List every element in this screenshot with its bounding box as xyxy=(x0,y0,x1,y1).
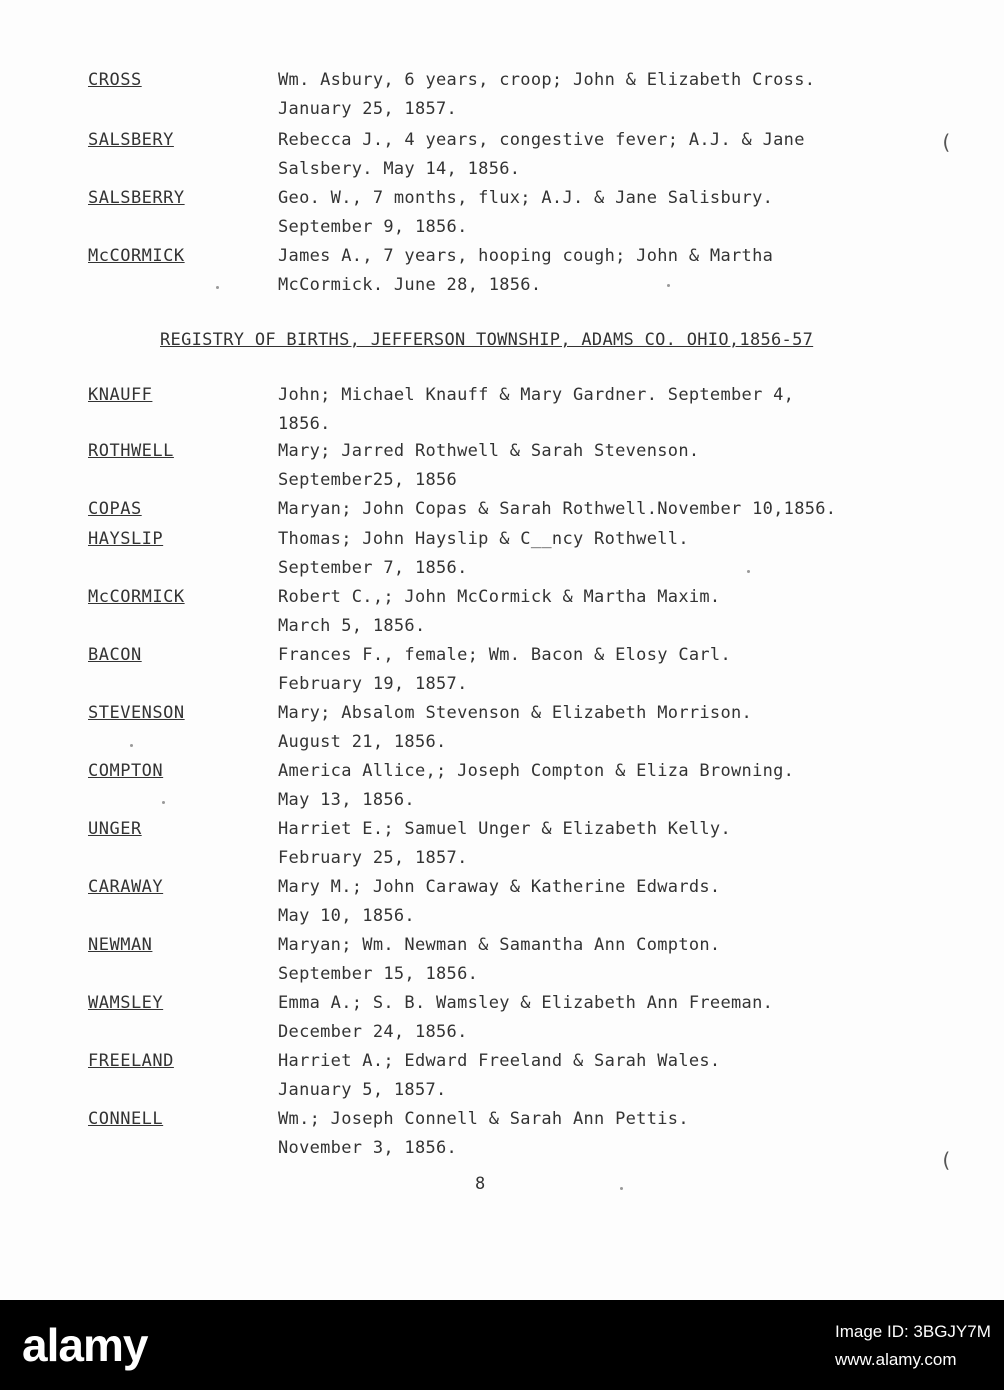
record-date: May 10, 1856. xyxy=(278,906,415,926)
site-url: www.alamy.com xyxy=(835,1350,957,1369)
record-text: Harriet A.; Edward Freeland & Sarah Wales. xyxy=(278,1051,721,1071)
surname: CONNELL xyxy=(88,1109,164,1129)
surname: SALSBERRY xyxy=(88,188,185,208)
watermark-footer xyxy=(0,1300,1004,1390)
record-date: January 25, 1857. xyxy=(278,99,458,119)
surname: KNAUFF xyxy=(88,385,153,405)
ink-speck xyxy=(162,801,165,804)
record-text: Harriet E.; Samuel Unger & Elizabeth Kelly. xyxy=(278,819,731,839)
record-date: September 9, 1856. xyxy=(278,217,468,237)
record-date: September 15, 1856. xyxy=(278,964,479,984)
record-text: Thomas; John Hayslip & C__ncy Rothwell. xyxy=(278,529,689,549)
surname: ROTHWELL xyxy=(88,441,174,461)
surname: NEWMAN xyxy=(88,935,153,955)
record-text: Emma A.; S. B. Wamsley & Elizabeth Ann Freeman. xyxy=(278,993,774,1013)
surname: McCORMICK xyxy=(88,587,185,607)
ink-speck xyxy=(216,286,219,289)
record-text: James A., 7 years, hooping cough; John & Martha xyxy=(278,246,774,266)
surname: HAYSLIP xyxy=(88,529,164,549)
alamy-logo: alamy xyxy=(22,1319,148,1371)
record-date: 1856. xyxy=(278,414,331,434)
record-text: Wm.; Joseph Connell & Sarah Ann Pettis. xyxy=(278,1109,689,1129)
record-text: Maryan; Wm. Newman & Samantha Ann Compton. xyxy=(278,935,721,955)
record-text: Wm. Asbury, 6 years, croop; John & Elizabeth Cross. xyxy=(278,70,816,90)
record-date: February 25, 1857. xyxy=(278,848,468,868)
record-date: Salsbery. May 14, 1856. xyxy=(278,159,521,179)
record-date: August 21, 1856. xyxy=(278,732,447,752)
ink-speck xyxy=(130,744,133,747)
surname: BACON xyxy=(88,645,142,665)
ink-speck xyxy=(747,570,750,573)
surname: COMPTON xyxy=(88,761,164,781)
record-text: Rebecca J., 4 years, congestive fever; A.J. & Jane xyxy=(278,130,805,150)
record-date: May 13, 1856. xyxy=(278,790,415,810)
surname: CROSS xyxy=(88,70,142,90)
margin-bracket-mark: ( xyxy=(940,130,953,154)
record-date: McCormick. June 28, 1856. xyxy=(278,275,542,295)
surname: FREELAND xyxy=(88,1051,174,1071)
record-date: September25, 1856 xyxy=(278,470,458,490)
surname: SALSBERY xyxy=(88,130,174,150)
record-text: Mary; Absalom Stevenson & Elizabeth Morrison. xyxy=(278,703,753,723)
margin-bracket-mark: ( xyxy=(940,1148,953,1172)
record-date: December 24, 1856. xyxy=(278,1022,468,1042)
record-date: November 3, 1856. xyxy=(278,1138,458,1158)
record-text: Frances F., female; Wm. Bacon & Elosy Carl. xyxy=(278,645,731,665)
record-date: January 5, 1857. xyxy=(278,1080,447,1100)
surname: UNGER xyxy=(88,819,142,839)
record-text: Robert C.,; John McCormick & Martha Maxim. xyxy=(278,587,721,607)
surname: COPAS xyxy=(88,499,142,519)
record-date: March 5, 1856. xyxy=(278,616,426,636)
image-id-label: Image ID: 3BGJY7M xyxy=(835,1322,991,1341)
record-text: America Allice,; Joseph Compton & Eliza Browning. xyxy=(278,761,795,781)
ink-speck xyxy=(667,284,670,287)
page-number: 8 xyxy=(475,1174,486,1194)
record-text: Mary; Jarred Rothwell & Sarah Stevenson. xyxy=(278,441,700,461)
surname: STEVENSON xyxy=(88,703,185,723)
record-date: September 7, 1856. xyxy=(278,558,468,578)
ink-speck xyxy=(620,1187,623,1190)
record-date: February 19, 1857. xyxy=(278,674,468,694)
surname: McCORMICK xyxy=(88,246,185,266)
surname: CARAWAY xyxy=(88,877,164,897)
section-heading: REGISTRY OF BIRTHS, JEFFERSON TOWNSHIP, ADAMS CO. OHIO,1856-57 xyxy=(160,330,814,350)
surname: WAMSLEY xyxy=(88,993,164,1013)
record-text: Geo. W., 7 months, flux; A.J. & Jane Salisbury. xyxy=(278,188,774,208)
record-text: John; Michael Knauff & Mary Gardner. September 4, xyxy=(278,385,795,405)
record-text: Maryan; John Copas & Sarah Rothwell.November 10,1856. xyxy=(278,499,837,519)
record-text: Mary M.; John Caraway & Katherine Edwards. xyxy=(278,877,721,897)
